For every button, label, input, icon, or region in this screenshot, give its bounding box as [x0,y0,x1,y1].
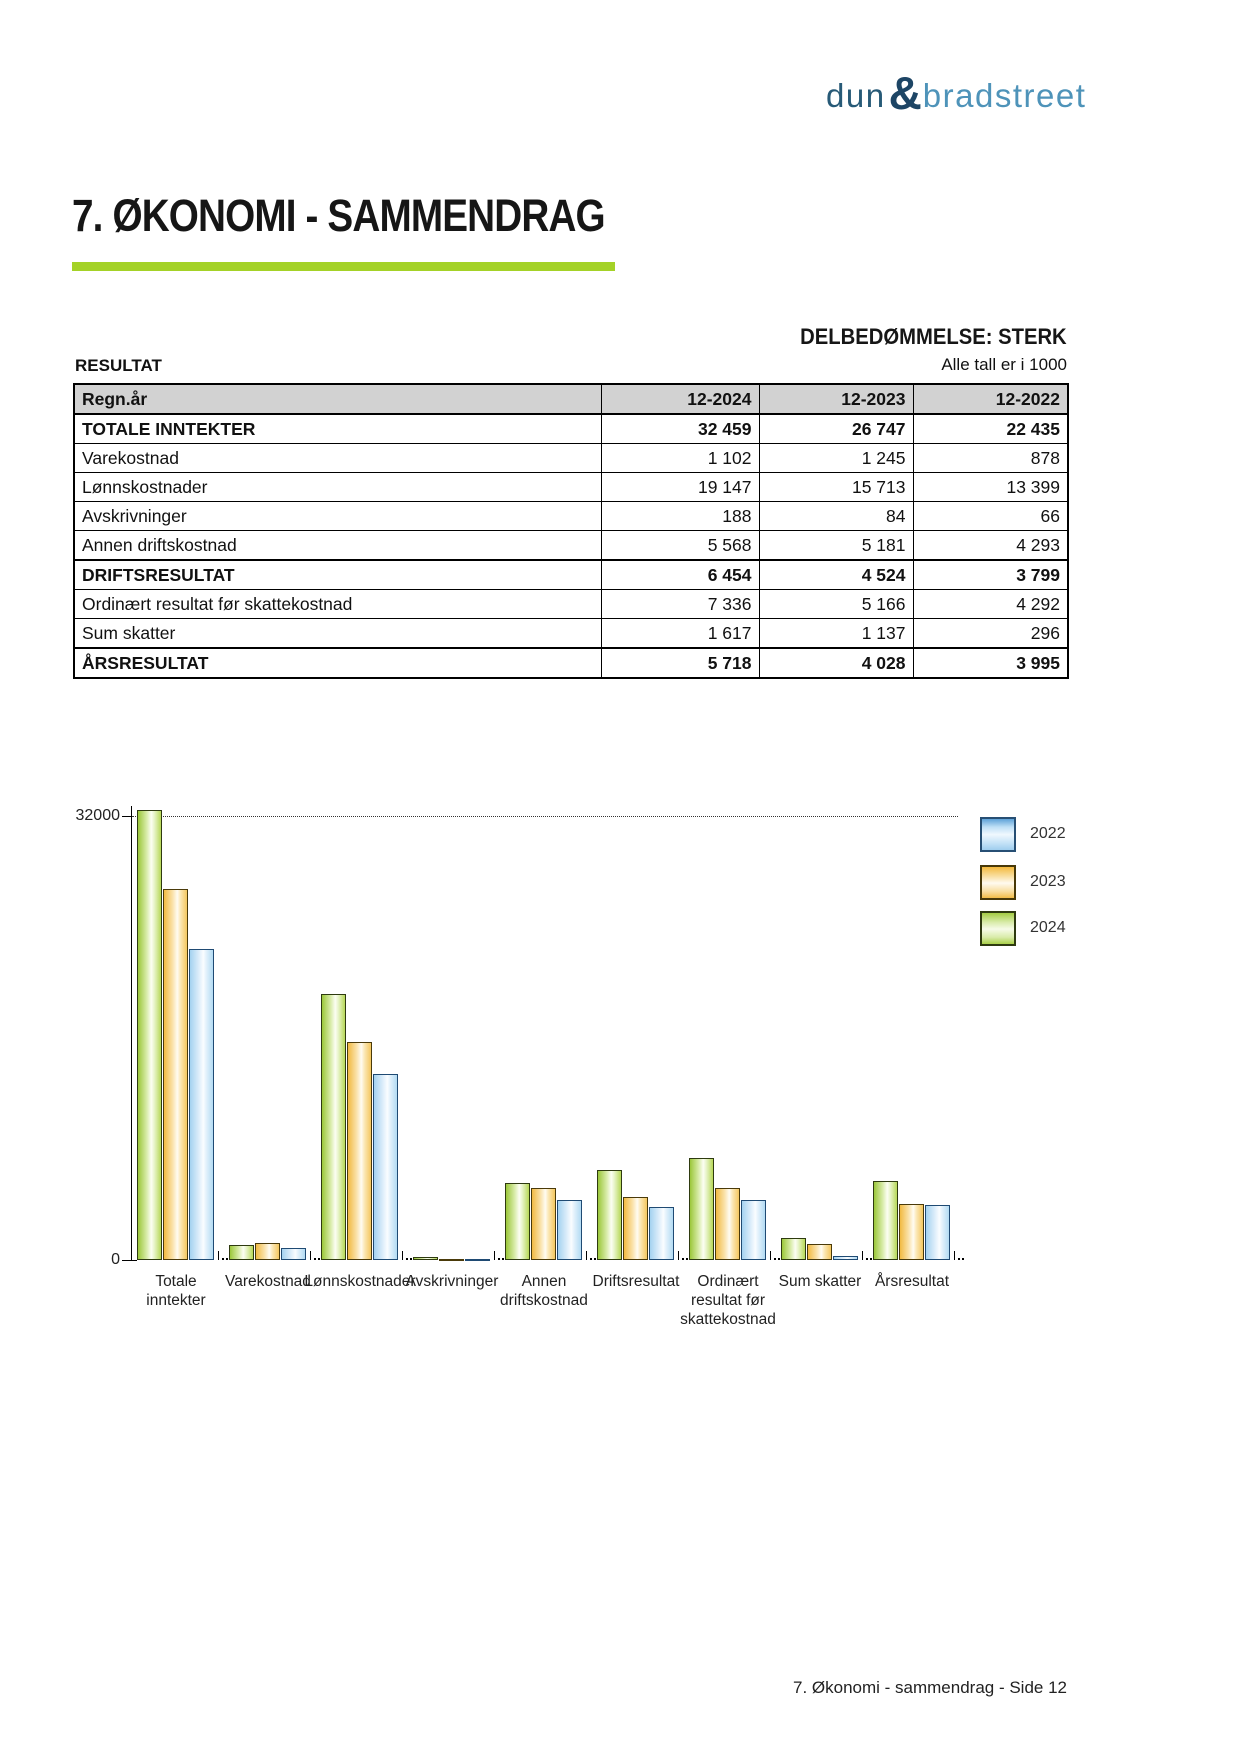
y-tick-0 [122,1260,137,1261]
legend-swatch-2024 [980,911,1016,946]
x-axis-dot [318,1258,320,1260]
table-header-cell: Regn.år [74,384,601,414]
bar-2023-8 [807,1244,832,1260]
bar-2023-6 [623,1197,648,1260]
logo-text-dun: dun [826,77,886,114]
row-value-cell: 1 137 [759,619,913,649]
row-value-cell: 19 147 [601,473,759,502]
table-header-cell: 12-2024 [601,384,759,414]
chart [0,780,1241,1420]
bar-2023-1 [163,889,188,1260]
row-value-cell: 878 [913,444,1068,473]
category-label-line: Varekostnad [225,1273,311,1290]
row-label-cell: Annen driftskostnad [74,531,601,561]
x-axis-tick [954,1251,955,1260]
x-axis-tick [310,1251,311,1260]
category-label-line: Årsresultat [874,1273,950,1290]
table-header-row [74,384,1068,414]
row-value-cell: 3 995 [913,648,1068,678]
bar-2024-7 [689,1158,714,1260]
bar-2022-2 [281,1248,306,1260]
table-row [74,502,1068,531]
bar-2024-6 [597,1170,622,1260]
row-value-cell: 296 [913,619,1068,649]
legend-label-2024: 2024 [1030,919,1066,936]
row-value-cell: 26 747 [759,414,913,444]
bar-2023-5 [531,1188,556,1260]
row-value-cell: 6 454 [601,560,759,590]
row-value-cell: 5 166 [759,590,913,619]
x-axis-dot [682,1258,684,1260]
x-axis-dot [686,1258,688,1260]
category-label-line: resultat før [690,1292,766,1309]
legend-label-2023: 2023 [1030,873,1066,890]
x-axis-tick [402,1251,403,1260]
units-note: Alle tall er i 1000 [941,355,1067,374]
bar-2023-4 [439,1259,464,1261]
dun-bradstreet-logo [826,67,1087,120]
row-value-cell: 3 799 [913,560,1068,590]
bar-2024-3 [321,994,346,1260]
row-value-cell: 4 292 [913,590,1068,619]
table-header-cell: 12-2022 [913,384,1068,414]
bar-2022-3 [373,1074,398,1260]
row-value-cell: 1 245 [759,444,913,473]
bar-2022-1 [189,949,214,1260]
row-label-cell: Lønnskostnader [74,473,601,502]
row-value-cell: 66 [913,502,1068,531]
row-value-cell: 13 399 [913,473,1068,502]
top-gridline [132,816,958,817]
row-label-cell: ÅRSRESULTAT [74,648,601,678]
row-value-cell: 5 568 [601,531,759,561]
logo-text-bradstreet: bradstreet [922,77,1087,114]
row-label-cell: Avskrivninger [74,502,601,531]
section-label: RESULTAT [75,356,162,375]
category-label-line: Avskrivninger [405,1273,499,1290]
y-tick-32000 [122,816,131,817]
table-row [74,560,1068,590]
x-axis-dot [498,1258,500,1260]
row-value-cell: 15 713 [759,473,913,502]
bar-2023-7 [715,1188,740,1260]
ampersand-icon: & [888,67,922,119]
table-header-cell: 12-2023 [759,384,913,414]
bar-2023-2 [255,1243,280,1260]
x-axis-dot [866,1258,868,1260]
x-axis-tick [678,1251,679,1260]
x-axis-dot [870,1258,872,1260]
x-axis-dot [594,1258,596,1260]
y-axis-line [131,806,132,1261]
category-label-line: inntekter [146,1292,206,1309]
row-label-cell: TOTALE INNTEKTER [74,414,601,444]
x-axis-dot [406,1258,408,1260]
bar-2024-8 [781,1238,806,1260]
category-label-line: skattekostnad [680,1311,776,1328]
results-table [73,383,1069,679]
bar-2024-9 [873,1181,898,1260]
table-row [74,590,1068,619]
x-axis-dot [962,1258,964,1260]
x-axis-tick [862,1251,863,1260]
page-title: 7. ØKONOMI - SAMMENDRAG [72,190,605,241]
x-axis-dot [226,1258,228,1260]
bar-2022-8 [833,1256,858,1260]
bar-2024-5 [505,1183,530,1260]
row-label-cell: DRIFTSRESULTAT [74,560,601,590]
category-label-line: Annen [521,1273,567,1290]
x-axis-tick [770,1251,771,1260]
category-label-line: Totale [155,1273,197,1290]
x-axis-dot [778,1258,780,1260]
x-axis-dot [410,1258,412,1260]
x-axis-dot [502,1258,504,1260]
row-value-cell: 84 [759,502,913,531]
x-axis-dot [774,1258,776,1260]
row-value-cell: 7 336 [601,590,759,619]
bar-2023-3 [347,1042,372,1260]
results-table-body [74,414,1068,678]
row-value-cell: 4 524 [759,560,913,590]
table-row [74,648,1068,678]
page-footer: 7. Økonomi - sammendrag - Side 12 [792,1678,1067,1697]
row-label-cell: Varekostnad [74,444,601,473]
table-row [74,531,1068,561]
legend-label-2022: 2022 [1030,825,1066,842]
bar-2022-9 [925,1205,950,1260]
legend-swatch-2022 [980,817,1016,852]
bar-2024-4 [413,1257,438,1260]
category-label-line: driftskostnad [500,1292,588,1309]
row-value-cell: 5 181 [759,531,913,561]
table-row [74,473,1068,502]
row-value-cell: 4 293 [913,531,1068,561]
row-value-cell: 188 [601,502,759,531]
bar-2022-5 [557,1200,582,1260]
legend-swatch-2023 [980,865,1016,900]
x-axis-dot [958,1258,960,1260]
row-value-cell: 4 028 [759,648,913,678]
assessment-text: DELBEDØMMELSE: STERK [800,324,1067,349]
bar-2022-7 [741,1200,766,1260]
row-value-cell: 5 718 [601,648,759,678]
x-axis-dot [590,1258,592,1260]
x-axis-tick [586,1251,587,1260]
x-axis-tick [218,1251,219,1260]
x-axis-dot [222,1258,224,1260]
y-axis-label-zero: 0 [111,1251,120,1268]
category-label-line: Lønnskostnader [304,1273,416,1290]
bar-2022-6 [649,1207,674,1260]
table-row [74,414,1068,444]
table-row [74,444,1068,473]
category-label-line: Driftsresultat [592,1273,680,1290]
category-label-line: Sum skatter [778,1273,862,1290]
bar-2024-2 [229,1245,254,1260]
x-axis-tick [494,1251,495,1260]
y-axis-label-max: 32000 [75,807,120,824]
results-table-head [74,384,1068,414]
category-label [822,1272,1002,1291]
row-label-cell: Ordinært resultat før skattekostnad [74,590,601,619]
bar-2022-4 [465,1259,490,1261]
row-value-cell: 32 459 [601,414,759,444]
bar-2023-9 [899,1204,924,1260]
category-label-line: Ordinært [697,1273,759,1290]
row-label-cell: Sum skatter [74,619,601,649]
x-axis-dot [314,1258,316,1260]
row-value-cell: 22 435 [913,414,1068,444]
table-row [74,619,1068,649]
row-value-cell: 1 102 [601,444,759,473]
row-value-cell: 1 617 [601,619,759,649]
title-underline-rule [72,262,615,271]
bar-2024-1 [137,810,162,1260]
